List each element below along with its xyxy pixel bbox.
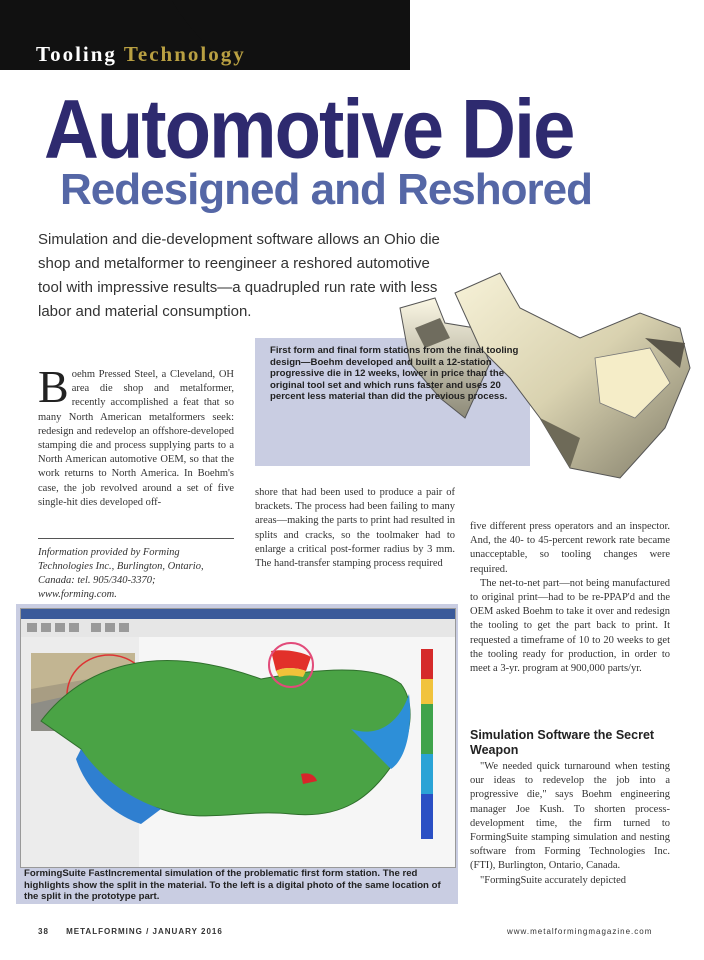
drop-cap: B — [38, 361, 69, 412]
divider — [38, 538, 234, 539]
simulation-screenshot — [20, 608, 456, 868]
section-word-2: Technology — [123, 42, 246, 66]
source-credit: Information provided by Forming Technologies Inc., Burlington, Ontario, Canada: tel. 905/340-3370; www.forming.com. — [38, 547, 204, 600]
body-column-4 — [470, 760, 670, 888]
body-paragraph: shore that had been used to produce a pair of brackets. The process had been failing to many areas—making the parts to print had resulted in splits and cracks, so the toolmaker had to enlarge a critical post-former radius by 3 mm. The hand-transfer stamping process required — [255, 487, 455, 570]
magazine-url[interactable]: www.metalformingmagazine.com — [507, 927, 653, 936]
body-column-3 — [470, 520, 670, 676]
article-dek: Simulation and die-development software allows an Ohio die shop and metalformer to reengineer a reshored automotive tool with impressive results—a quadrupled run rate with less labor and material consumption. — [38, 231, 440, 320]
body-paragraph: five different press operators and an inspector. And, the 40- to 45-percent rework rate became unacceptable, so tooling changes were required. — [470, 521, 670, 575]
section-word-1: Tooling — [36, 42, 117, 66]
article-title: Automotive Die — [44, 82, 574, 176]
body-paragraph: "FormingSuite accurately depicted — [480, 874, 626, 886]
body-paragraph: oehm Pressed Steel, a Cleveland, OH area die shop and metalformer, recently accomplished a feat that so many North American metalformers seek: redesign and redevelop an offshore-developed stamping die and process supplying parts to a North American automotive OEM, so that the work returns to North America. In Boehm's case, the job revolved around a set of five single-hit dies developed off- — [38, 369, 234, 508]
page-footer-left — [38, 927, 237, 936]
figure1-caption: First form and final form stations from the final tooling design—Boehm developed and built a 12-station progressive die in 12 weeks, lower in price than the original tool set and which runs faster and uses 20 percent less material than did the previous process. — [270, 345, 519, 402]
article-subtitle: Redesigned and Reshored — [60, 165, 593, 214]
page-number: 38 — [38, 927, 49, 936]
figure2-caption: FormingSuite FastIncremental simulation of the problematic first form station. The red highlights show the split in the material. To the left is a digital photo of the same location of the split in the prototype part. — [24, 868, 441, 902]
section-subhead: Simulation Software the Secret Weapon — [470, 728, 655, 757]
body-paragraph: "We needed quick turnaround when testing our ideas to redevelop the job into a progressive die," says Boehm engineering manager Joe Kush. To shorten process-development time, the firm turned to FormingSuite stamping simulation and nesting software from Forming Technologies Inc. (FTI), Burlington, Ontario, Canada. — [470, 761, 670, 872]
body-column-2 — [255, 486, 455, 571]
body-column-1 — [38, 361, 234, 510]
magazine-issue: METALFORMING / JANUARY 2016 — [66, 927, 223, 936]
body-paragraph: The net-to-net part—not being manufactured to original print—had to be re-PPAP'd and the OEM asked Boehm to take it over and redesign the tooling to get the part back to print. It requested a timeframe of 10 to 20 weeks to get the tooling ready for production, in order to meet a 3-yr. program at 900,000 parts/yr. — [470, 577, 670, 675]
section-label — [36, 42, 246, 67]
